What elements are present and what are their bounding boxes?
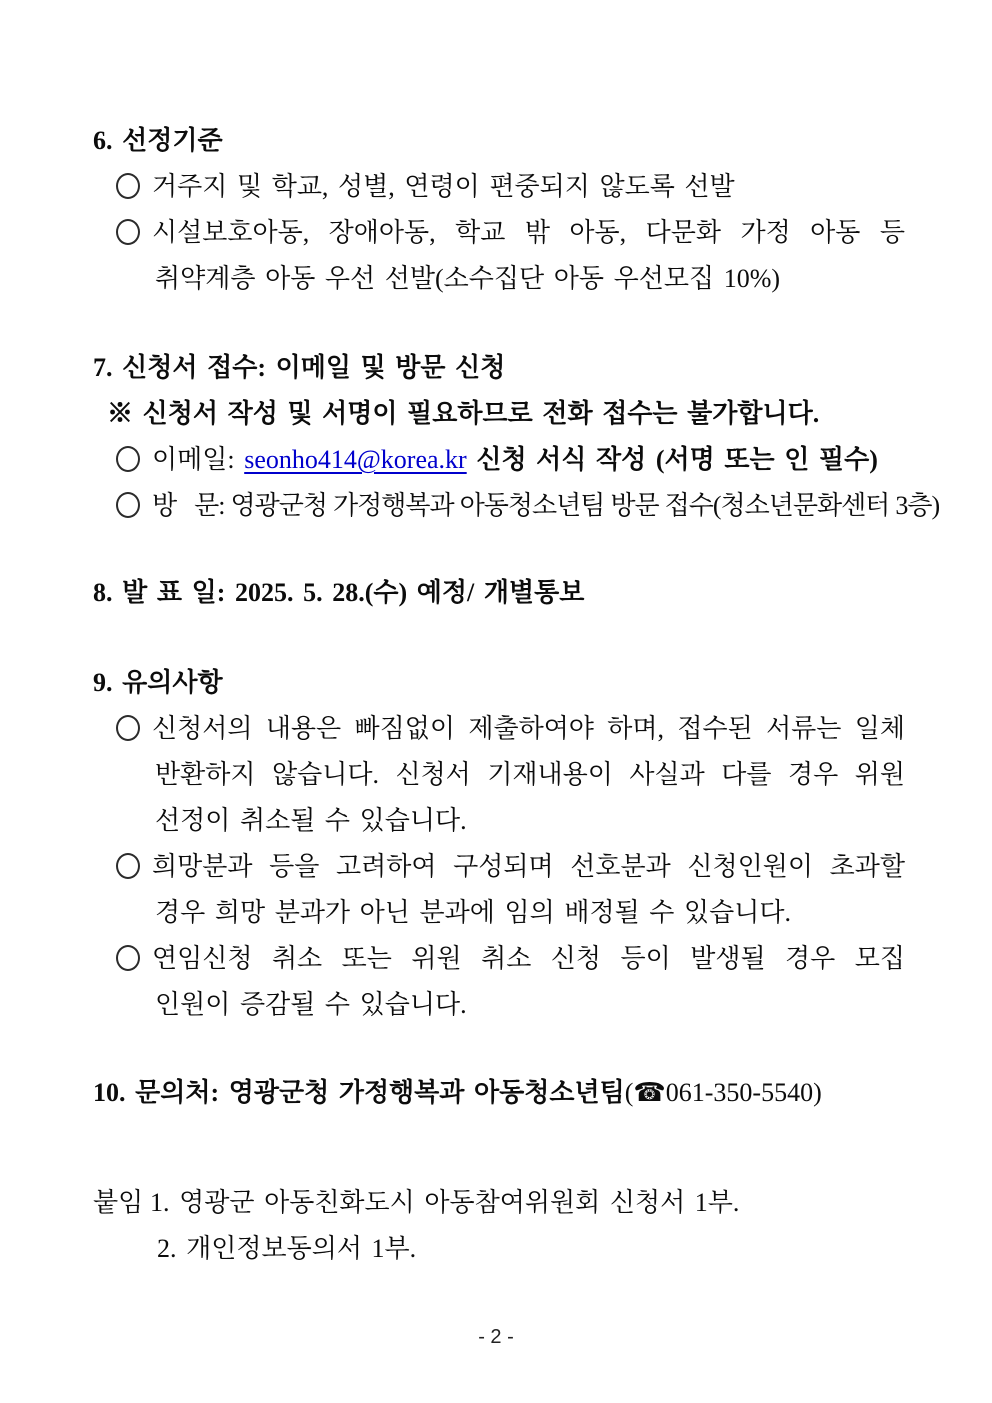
bullet-circle-icon: [116, 945, 140, 971]
list-item: [93, 164, 905, 210]
section-8-heading: 8. 발 표 일: 2025. 5. 28.(수) 예정/ 개별통보: [93, 578, 585, 607]
email-note: 신청 서식 작성 (서명 또는 인 필수): [466, 445, 878, 474]
email-label: 이메일:: [152, 445, 245, 474]
page-number: - 2 -: [478, 1326, 514, 1348]
bullet-circle-icon: [116, 173, 140, 199]
list-item: [93, 706, 905, 752]
list-item-text: 신청서의 내용은 빠짐없이 제출하여야 하며, 접수된 서류는 일체: [152, 714, 905, 743]
reference-note: ※ 신청서 작성 및 서명이 필요하므로 전화 접수는 불가합니다.: [107, 399, 820, 428]
bullet-circle-icon: [116, 446, 140, 472]
list-item-text: 거주지 및 학교, 성별, 연령이 편중되지 않도록 선발: [152, 172, 735, 201]
section-6-heading: 6. 선정기준: [93, 126, 223, 155]
list-item-text: 희망분과 등을 고려하여 구성되며 선호분과 신청인원이 초과할: [152, 852, 905, 881]
attachments-list: [150, 1180, 739, 1272]
section-application-submission: [93, 345, 940, 529]
document-body: [93, 118, 940, 1272]
email-link[interactable]: seonho414@korea.kr: [244, 445, 467, 474]
section-notes: [93, 660, 905, 1028]
contact-phone: (☎061-350-5540): [624, 1078, 822, 1107]
attachments-label: 붙임: [93, 1188, 144, 1217]
list-item: [93, 844, 905, 890]
list-item-email: [93, 437, 905, 483]
list-item-continuation: 경우 희망 분과가 아닌 분과에 임의 배정될 수 있습니다.: [155, 898, 792, 927]
attachment-item: 1. 영광군 아동친화도시 아동참여위원회 신청서 1부.: [150, 1188, 740, 1217]
attachments: [93, 1180, 905, 1272]
section-contact: [93, 1070, 905, 1116]
visit-text: 영광군청 가정행복과 아동청소년팀 방문 접수(청소년문화센터 3층): [230, 491, 940, 520]
bullet-circle-icon: [116, 853, 140, 879]
list-item-continuation: 인원이 증감될 수 있습니다.: [155, 990, 467, 1019]
list-item: [93, 936, 905, 982]
list-item-visit: [93, 483, 940, 529]
bullet-circle-icon: [116, 492, 140, 518]
list-item-continuation: 반환하지 않습니다. 신청서 기재내용이 사실과 다를 경우 위원: [155, 760, 905, 789]
bullet-circle-icon: [116, 715, 140, 741]
list-item-text: 연임신청 취소 또는 위원 취소 신청 등이 발생될 경우 모집: [152, 944, 905, 973]
list-item-text: 시설보호아동, 장애아동, 학교 밖 아동, 다문화 가정 아동 등: [152, 218, 905, 247]
list-item: [93, 210, 905, 256]
section-9-heading: 9. 유의사항: [93, 668, 223, 697]
bullet-circle-icon: [116, 219, 140, 245]
contact-heading: 10. 문의처: 영광군청 가정행복과 아동청소년팀: [93, 1078, 625, 1107]
visit-label: 방 문:: [152, 491, 231, 520]
attachment-item: 2. 개인정보동의서 1부.: [157, 1234, 417, 1263]
section-10-heading-line: [93, 1070, 905, 1116]
section-selection-criteria: [93, 118, 905, 302]
list-item-continuation: 선정이 취소될 수 있습니다.: [155, 806, 467, 835]
section-7-heading: 7. 신청서 접수: 이메일 및 방문 신청: [93, 353, 506, 382]
list-item-continuation: 취약계층 아동 우선 선발(소수집단 아동 우선모집 10%): [155, 264, 781, 293]
section-announcement-date: [93, 570, 905, 616]
